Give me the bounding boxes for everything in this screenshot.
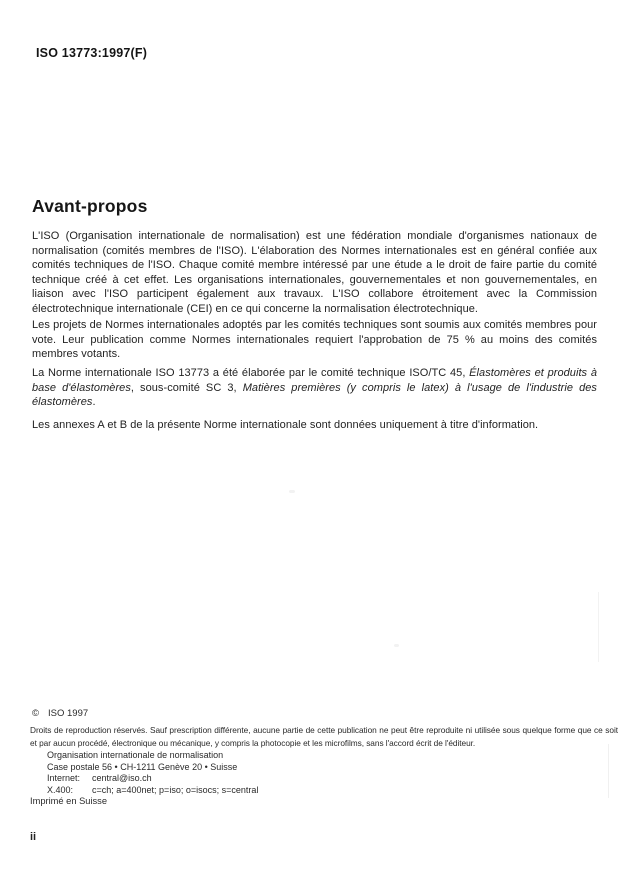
scan-artifact [598,592,599,662]
foreword-paragraph-iso-description: L'ISO (Organisation internationale de normalisation) est une fédération mondiale d'organismes nationaux de normalisation (comités membres de l'ISO). L'élaboration des Normes internationales est en général confiée aux comités techniques de l'ISO. Chaque comité membre intéressé par une étude a le droit de faire partie du comité technique créé à cet effet. Les organisations internationales, gouvernementales et non gouvernementales, en liaison avec l'ISO participent également aux travaux. L'ISO collabore étroitement avec la Commission électrotechnique internationale (CEI) en ce qui concerne la normalisation électrotechnique. [32,230,597,315]
document-reference: ISO 13773:1997(F) [36,46,148,60]
publisher-x400-row [47,785,258,797]
publisher-postal: Case postale 56 • CH-1211 Genève 20 • Suisse [47,761,238,772]
x400-value: c=ch; a=400net; p=iso; o=isocs; s=central [92,784,259,795]
publisher-internet-row [47,773,258,785]
printed-in-note: Imprimé en Suisse [30,796,107,806]
foreword-paragraph-annexes: Les annexes A et B de la présente Norme internationale sont données uniquement à titre d'information. [32,419,539,431]
copyright-symbol: © [32,708,39,719]
rights-notice: Droits de reproduction réservés. Sauf prescription différente, aucune partie de cette publication ne peut être reproduite ni utilisée sous quelque forme que ce soit et par aucun procédé, électronique ou mécanique, y compris la photocopie et les microfilms, sans l'accord écrit de l'éditeur. [30,725,618,748]
scan-artifact [289,490,295,493]
copyright-line [32,708,88,719]
publisher-address-block [47,750,258,796]
copyright-text: ISO 1997 [48,708,89,719]
internet-value: central@iso.ch [92,773,152,783]
internet-label: Internet: [47,773,81,783]
foreword-paragraph-voting: Les projets de Normes internationales adoptés par les comités techniques sont soumis aux comités membres pour vote. Leur publication comme Normes internationales requiert l'approbation de 75 % au moins des comités membres votants. [32,319,597,360]
x400-label: X.400: [47,784,74,795]
publisher-organization: Organisation internationale de normalisation [47,750,224,760]
scan-artifact [608,744,609,798]
page-number: ii [30,831,37,843]
foreword-title: Avant-propos [32,196,148,216]
scan-artifact [394,644,399,647]
foreword-paragraph-committee: La Norme internationale ISO 13773 a été élaborée par le comité technique ISO/TC 45, Élastomères et produits à base d'élastomères, sous-comité SC 3, Matières premières (y compris le latex) à l'usage de l'industrie des élastomères. [32,367,597,408]
